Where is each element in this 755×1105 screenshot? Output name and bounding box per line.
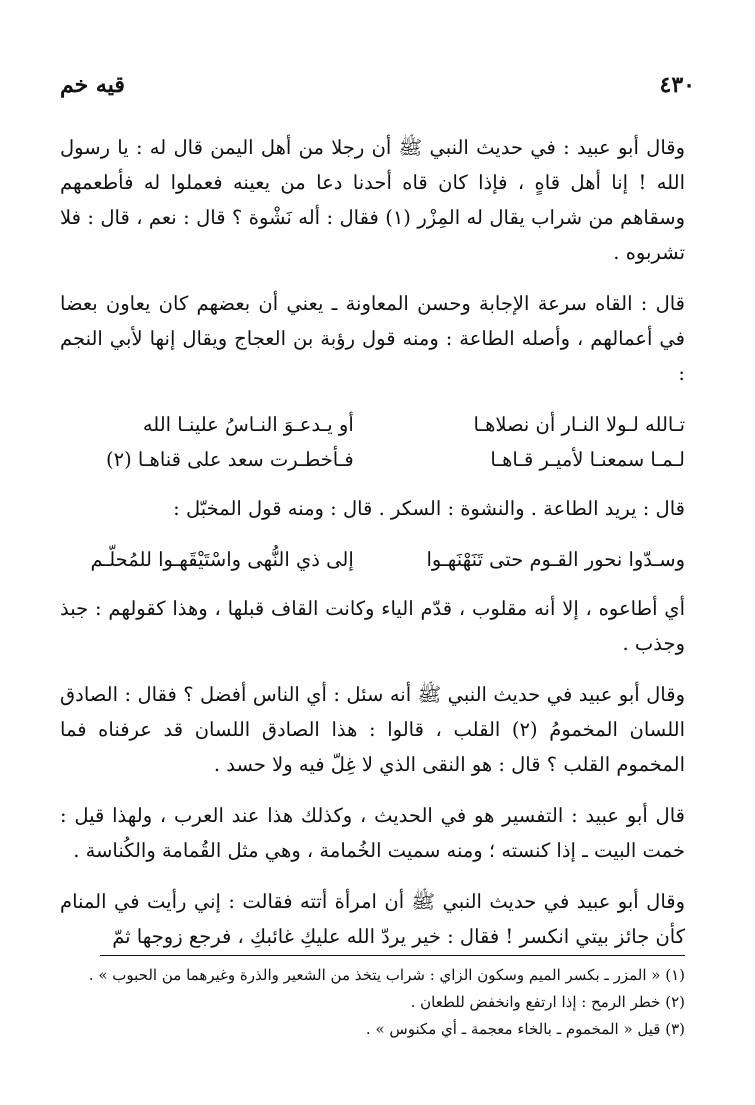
footnotes: [60, 962, 685, 1043]
verse-hemistich: وسـدّوا نحور القـوم حتى تَنَهْنَهـوا: [426, 548, 685, 571]
paragraph: وقال أبو عبيد : في حديث النبي ﷺ أن رجلا من أهل اليمن قال له : يا رسول الله ! إنا أهل قاهٍ ، فإذا كان قاه أحدنا دعا من يعينه فعملوا له فأطعمهم وسقاهم من شراب يقال له المِزْر (١) فقال : أله نَشْوة ؟ قال : نعم ، قال : فلا تشربوه .: [60, 136, 685, 264]
footnote: (٢) خطر الرمح : إذا ارتفع وانخفض للطعان .: [410, 993, 685, 1011]
verse-line: [60, 407, 685, 442]
verse-hemistich: إلى ذي النُّهى واسْتَيْقَهـوا للمُحلّـم: [90, 548, 354, 571]
paragraph: وقال أبو عبيد في حديث النبي ﷺ أن امرأة أتته فقالت : إني رأيت في المنام كأن جائز بيتي انكسر ! فقال : خير يردّ الله عليكِ غائبكِ ، فرجع زوجها ثمّ: [60, 890, 685, 948]
verse-hemistich: أو يـدعـوَ النـاسُ علينـا الله: [142, 413, 354, 436]
running-head: قيه خم: [60, 72, 125, 98]
paragraph: أي أطاعوه ، إلا أنه مقلوب ، قدّم الياء وكانت القاف قبلها ، وهذا كقولهم : جبذ وجذب .: [60, 597, 685, 655]
footnote-divider: [100, 955, 685, 956]
page-number: ٤٣٠: [659, 72, 695, 98]
paragraph: قال : القاه سرعة الإجابة وحسن المعاونة ـ يعني أن بعضهم كان يعاون بعضا في أعمالهم ، وأصله الطاعة : ومنه قول رؤبة بن العجاج ويقال إنها لأبي النجم :: [60, 292, 685, 385]
verse-hemistich: فـأخطـرت سعد على قناهـا (٢): [105, 448, 354, 471]
verse-line: [60, 442, 685, 477]
footnote: (١) « المزر ـ بكسر الميم وسكون الزاي : شراب يتخذ من الشعير والذرة وغيرهما من الحبوب » .: [88, 966, 685, 984]
paragraph: قال أبو عبيد : التفسير هو في الحديث ، وكذلك هذا عند العرب ، ولهذا قيل : خمت البيت ـ إذا كنسته ؛ ومنه سميت الخُمامة ، وهي مثل القُمامة والكُناسة .: [60, 804, 685, 862]
footnote: (٣) قيل « المخموم ـ بالخاء معجمة ـ أي مكنوس » .: [365, 1020, 685, 1038]
page-body: [60, 130, 685, 970]
verse-block: [60, 407, 685, 477]
page-header: [60, 72, 695, 108]
verse-block: [60, 542, 685, 577]
verse-line: [60, 542, 685, 577]
paragraph: وقال أبو عبيد في حديث النبي ﷺ أنه سئل : أي الناس أفضل ؟ فقال : الصادق اللسان المخمومُ (٢) القلب ، قالوا : هذا الصادق اللسان قد عرفناه فما المخموم القلب ؟ قال : هو النقى الذي لا غِلّ فيه ولا حسد .: [60, 683, 686, 776]
verse-hemistich: لـمـا سمعنـا لأميـر قـاهـا: [490, 448, 685, 471]
verse-hemistich: تـالله لـولا النـار أن نصلاهـا: [473, 413, 685, 436]
paragraph: قال : يريد الطاعة . والنشوة : السكر . قال : ومنه قول المخبّل :: [173, 497, 685, 520]
